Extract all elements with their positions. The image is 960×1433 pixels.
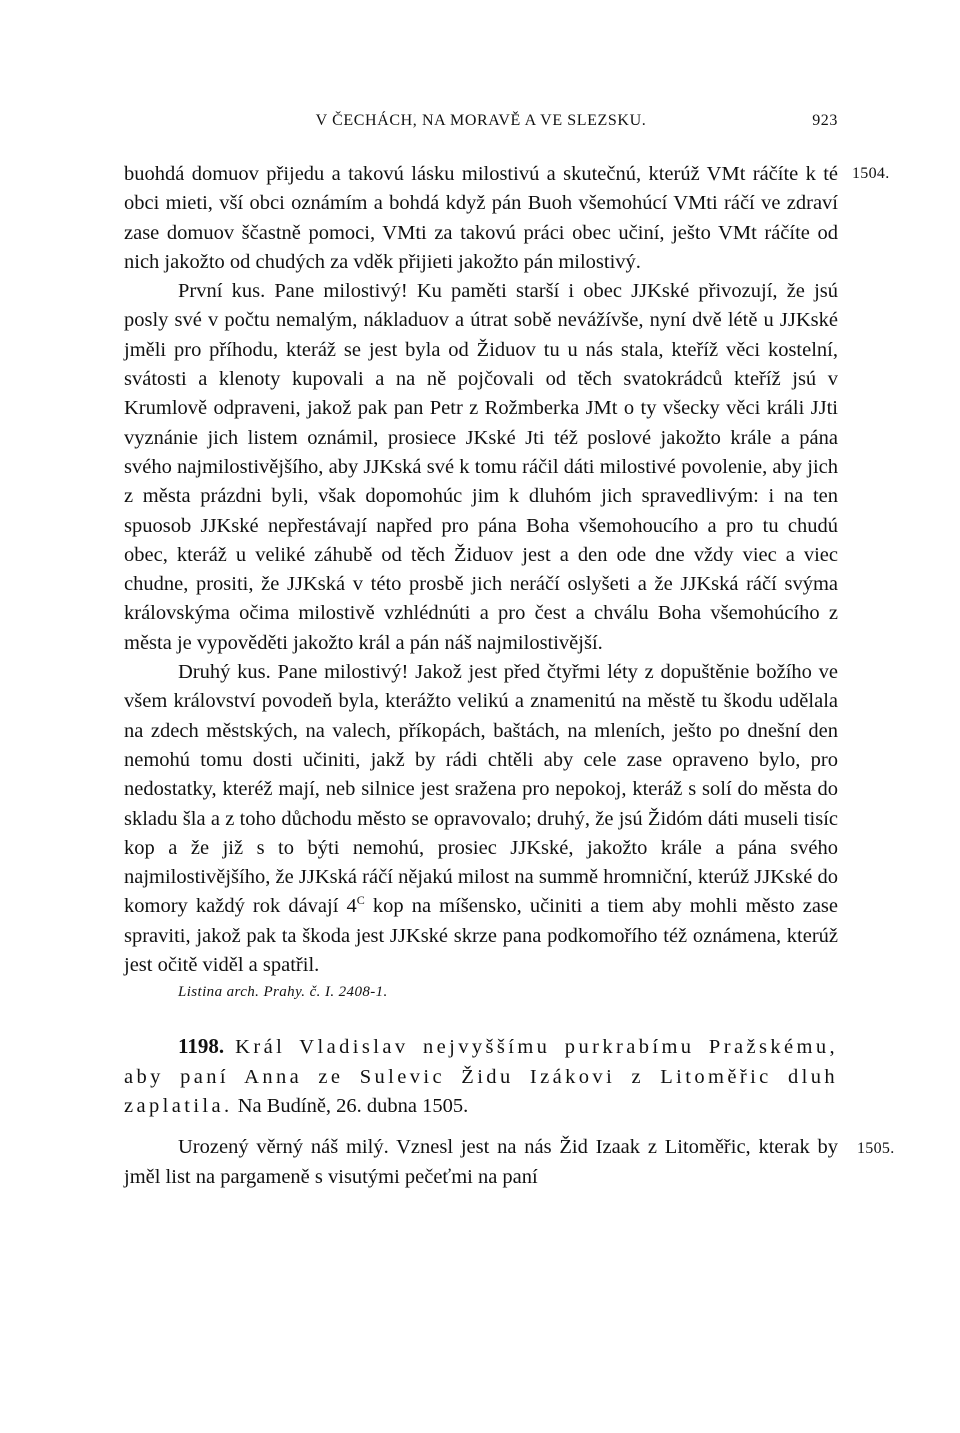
page-number: 923 <box>812 112 838 129</box>
superscript-c: C <box>356 893 365 908</box>
second-item-text: Druhý kus. Pane milostivý! Jakož jest před čtyřmi léty z dopuštěnie božího ve všem království povodeň byla, kterážto velikú a znamenitú na městě tu škodu udělala na zdech městských, na valech, příkopách, baštách, na mleních, ješto po dnešní den nemohú tomu dosti učiniti, jakž by rádi chtěli aby cele zase opraveno bylo, pro nedostatky, kteréž mají, neb silnice jest sražena pro nepokoj, kteráž s solí do města do skladu šla a z toho důchodu město se opravovalo; druhý, že jsú Židóm dáti museli tisíc kop a že již s to býti nemohú, prosiec JJKské, jakožto krále a pána svého najmilostivějšího, že JJKská ráčí nějakú milost na summě hromniční, kterúž JJKské do komory každý rok dávají 4 <box>124 661 838 918</box>
paragraph-first-item: První kus. Pane milostivý! Ku paměti starší i obec JJKské přivozují, že jsú posly své v počtu nemalým, nákladuov a útrat sobě nevážívše, nyní dvě létě u JJKské jměli pro příhodu, kteráž se jest byla od Židuov tu u nás stala, kteříž věci kostelní, svátosti a klenoty kupovali a na ně pojčovali od těch svatokrádců kteříž jsú v Krumlově odpraveni, jakož pak pan Petr z Rožmberka JMt o ty všecky věci králi JJti vyznánie jich listem oznámil, prosiece JKské Jti též poslové jakožto krále a pána svého najmilostivějšího, aby JJKská své k tomu ráčil dáti milostivé povolenie, aby jich z města prázdni byli, však dopomohúc jim k dluhóm jich spravedlivým: i na ten spuosob JJKské nepřestávají napřed pro pána Boha všemohoucího a pro tu chudú obec, kteráž u veliké záhubě od těch Židuov jest a den ode dne vždy viec a viec chudne, prositi, že JJKská v této prosbě jich neráčí oslyšeti a že JJKská ráčí svýma královskýma očima milostivě vzhlédnúti a pro čest a chválu Boha všemohúcího z města je vypověděti jakožto král a pán náš najmilostivější. <box>124 280 838 654</box>
source-citation: Listina arch. Prahy. č. I. 2408-1. <box>178 984 388 1001</box>
margin-year-1504: 1504. <box>852 165 890 182</box>
paragraph-letter-start: Urozený věrný náš milý. Vznesl jest na nás Žid Izaak z Litoměřic, kterak by jměl list na pargameně s visutými pečeťmi na paní <box>124 1136 838 1188</box>
margin-year-1505: 1505. <box>857 1140 895 1157</box>
section-gap <box>124 1004 838 1032</box>
paragraph-continuation: buohdá domuov přijedu a takovú lásku milostivú a skutečnú, kterúž VMt ráčíte k té obci mieti, vší obci oznámím a bohdá když pán Buoh všemohúcí VMti ráčí ve zdraví zase domuov ščastně pomoci, VMti za takovú práci obec učiní, ješto VMt ráčíte od nich jakožto od chudých za vděk přijieti jakožto pán milostivý. <box>124 163 838 273</box>
paragraph-second-item <box>124 658 838 980</box>
document-heading <box>124 1032 838 1121</box>
second-item-text-end: kop na míšensko, učiniti a tiem aby mohli město zase spraviti, jakož pak ta škoda jest JJKské skrze pana podkomořího též oznámena, kterúž jest očitě viděl a spatřil. <box>124 895 838 977</box>
document-date: Na Budíně, 26. dubna 1505. <box>237 1094 469 1117</box>
running-head <box>124 112 838 136</box>
document-number: 1198. <box>178 1034 225 1059</box>
document-title: Král Vladislav nejvyššímu purkrabímu Pražskému, aby paní Anna ze Sulevic Židu Izákovi z Litoměřic dluh zaplatila. <box>124 1036 839 1117</box>
running-title: V ČECHÁCH, NA MORAVĚ A VE SLEZSKU. <box>315 112 647 129</box>
body-text <box>124 160 838 1192</box>
